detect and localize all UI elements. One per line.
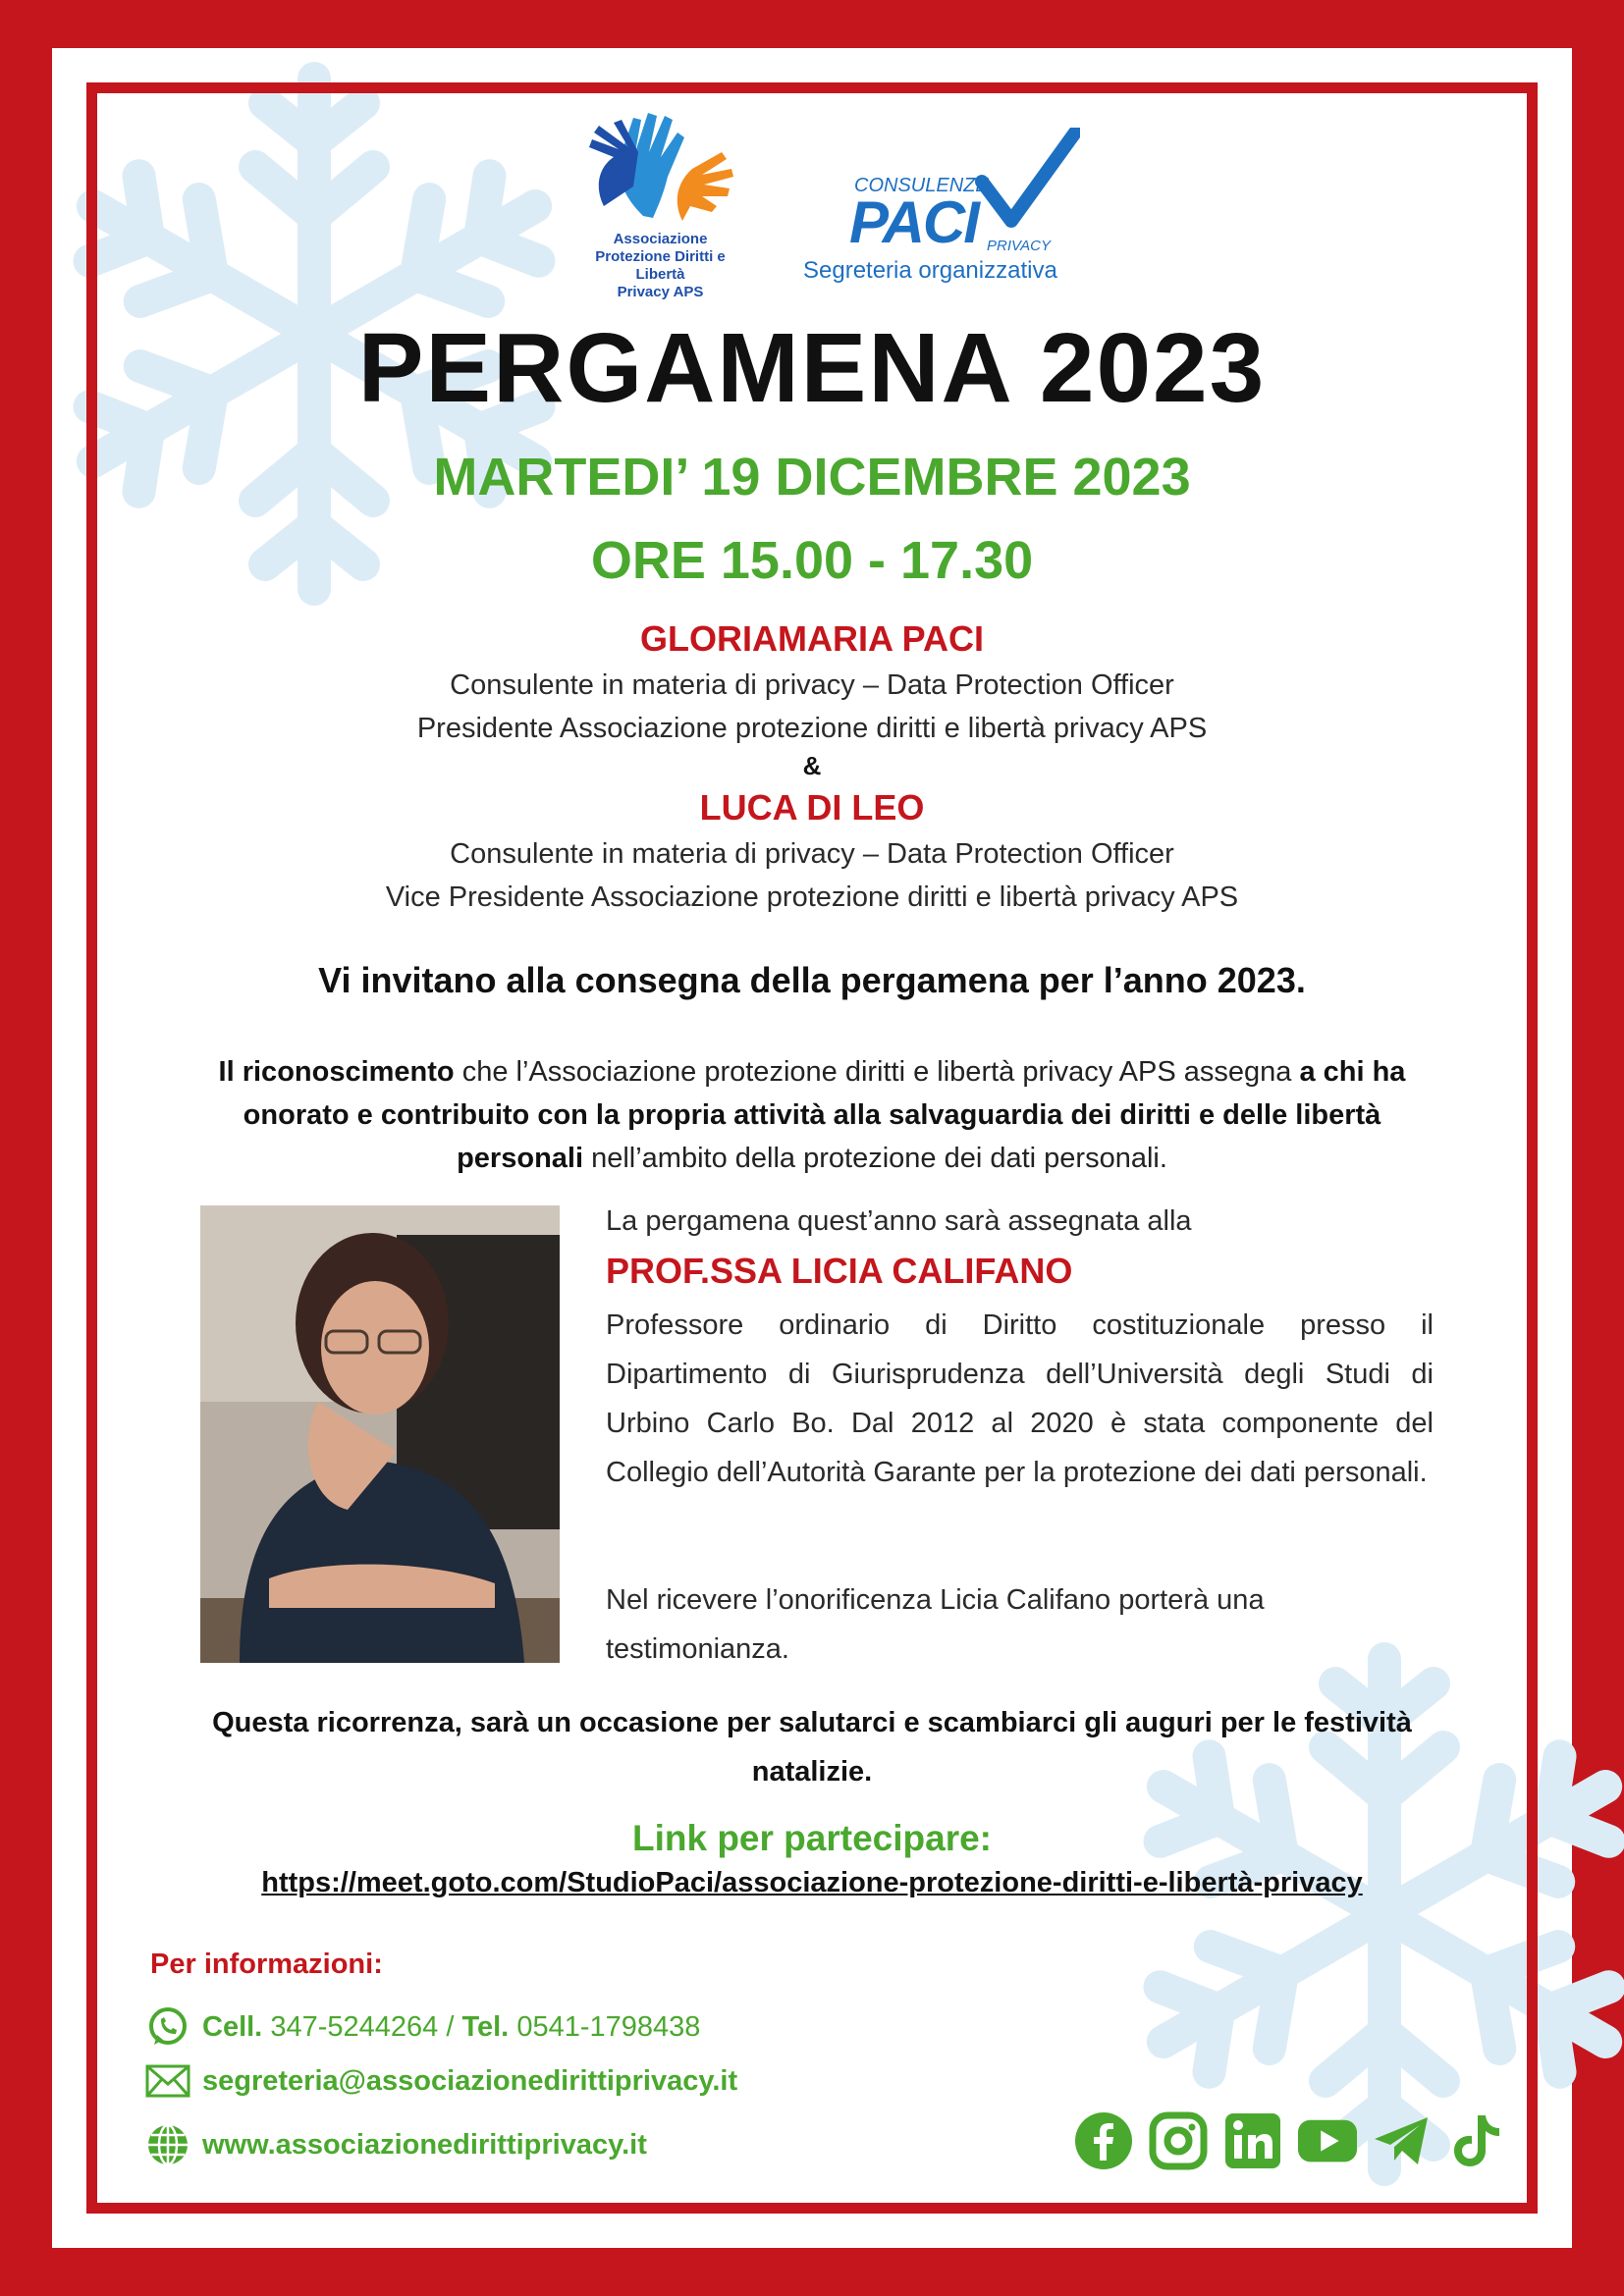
awardee-name: PROF.SSA LICIA CALIFANO <box>606 1251 1073 1291</box>
tel-label: Tel. <box>461 2010 510 2043</box>
awardee-testimony: Nel ricevere l’onorificenza Licia Califano porterà una testimonianza. <box>606 1584 1265 1665</box>
host2-name: LUCA DI LEO <box>699 787 925 828</box>
event-time: ORE 15.00 - 17.30 <box>590 531 1034 590</box>
cell-number[interactable]: 347-5244264 <box>270 2010 439 2043</box>
separator: / <box>438 2010 462 2043</box>
host1-role: Consulente in materia di privacy – Data Protection Officer <box>450 669 1174 701</box>
social-links <box>1073 2110 1507 2171</box>
consulenze-label: CONSULENZE <box>854 175 989 196</box>
recognition-text: nell’ambito della protezione dei dati personali. <box>583 1143 1167 1174</box>
hands-icon <box>574 108 746 226</box>
envelope-icon <box>145 2058 190 2104</box>
recognition-paragraph <box>196 1050 1428 1180</box>
tel-number[interactable]: 0541-1798438 <box>516 2010 701 2043</box>
page-title: PERGAMENA 2023 <box>357 313 1267 423</box>
invite-text: Vi invitano alla consegna della pergamena per l’anno 2023. <box>318 960 1306 1000</box>
association-logo <box>574 108 746 300</box>
consulenze-paci-logo <box>795 128 1100 294</box>
secretariat-label: Segreteria organizzativa <box>803 257 1057 284</box>
email-row <box>145 2056 737 2106</box>
awardee-bio: Professore ordinario di Diritto costituzionale presso il Dipartimento di Giurisprudenza dell’Università degli Studi di Urbino Carlo Bo. Dal 2012 al 2020 è stata componente del Collegio dell’Autorità Garante per la protezione dei dati personali. <box>606 1309 1434 1488</box>
privacy-label: PRIVACY <box>987 238 1052 254</box>
info-title: Per informazioni: <box>150 1949 383 1980</box>
website-row <box>145 2120 647 2169</box>
website-url[interactable]: www.associazionedirittiprivacy.it <box>202 2128 647 2161</box>
recognition-bold: Il riconoscimento <box>218 1056 455 1088</box>
telegram-icon[interactable] <box>1372 2110 1433 2171</box>
association-name-line: Protezione Diritti e Libertà <box>595 248 726 283</box>
checkmark-icon <box>972 128 1080 236</box>
paci-label: PACI <box>849 189 978 255</box>
awardee-intro: La pergamena quest’anno sarà assegnata alla <box>606 1205 1192 1237</box>
association-name-line: Associazione <box>613 231 708 247</box>
recognition-bold: a chi ha onorato e contribuito con la propria attività alla salvaguardia dei diritti e delle libertà personali <box>243 1056 1406 1174</box>
whatsapp-icon <box>145 2004 190 2050</box>
association-name-line: Privacy APS <box>617 284 704 300</box>
facebook-icon[interactable] <box>1073 2110 1134 2171</box>
instagram-icon[interactable] <box>1148 2110 1209 2171</box>
link-label: Link per partecipare: <box>631 1818 992 1858</box>
meeting-link[interactable]: https://meet.goto.com/StudioPaci/associazione-protezione-diritti-e-libertà-privacy <box>261 1867 1363 1898</box>
host1-name: GLORIAMARIA PACI <box>640 618 984 659</box>
cell-label: Cell. <box>202 2010 263 2043</box>
host2-role: Vice Presidente Associazione protezione diritti e libertà privacy APS <box>385 881 1239 913</box>
email-address[interactable]: segreteria@associazionedirittiprivacy.it <box>202 2064 738 2097</box>
tiktok-icon[interactable] <box>1446 2110 1507 2171</box>
youtube-icon[interactable] <box>1297 2110 1358 2171</box>
globe-icon <box>145 2122 190 2167</box>
phone-row <box>145 2002 700 2052</box>
host2-role: Consulente in materia di privacy – Data Protection Officer <box>450 838 1174 870</box>
host1-role: Presidente Associazione protezione diritti e libertà privacy APS <box>416 713 1208 744</box>
ampersand: & <box>802 751 822 780</box>
awardee-photo <box>200 1205 560 1663</box>
closing-text: Questa ricorrenza, sarà un occasione per salutarci e scambiarci gli auguri per le festività natalizie. <box>212 1707 1412 1788</box>
linkedin-icon[interactable] <box>1222 2110 1283 2171</box>
event-date: MARTEDI’ 19 DICEMBRE 2023 <box>433 448 1191 507</box>
recognition-text: che l’Associazione protezione diritti e libertà privacy APS assegna <box>454 1056 1300 1088</box>
